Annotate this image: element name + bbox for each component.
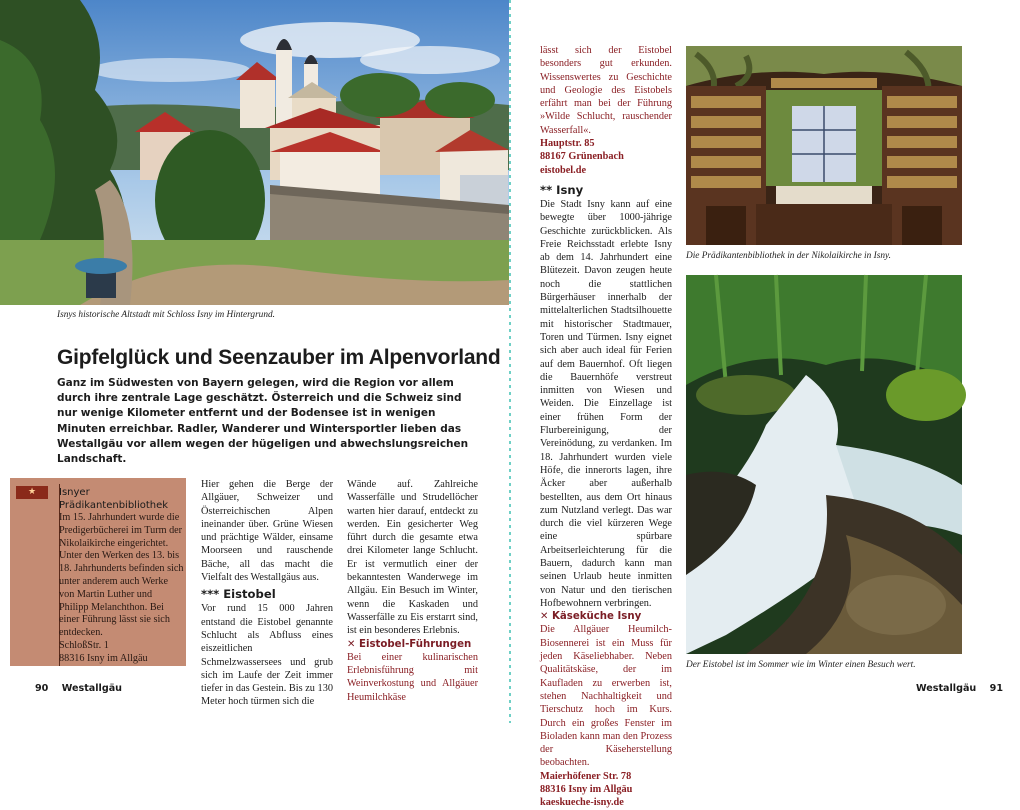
photo-caption-old-town: Isnys historische Altstadt mit Schloss Isny im Hintergrund. xyxy=(57,310,275,320)
folio-left xyxy=(35,683,122,694)
page-number-right: 91 xyxy=(989,683,1003,694)
eistobel-waterfall-photo xyxy=(686,275,962,654)
tip-kaeskueche-body: Die Allgäuer Heumilch-Biosennerei ist ein Muss für jeden Käseliebhaber. Neben Qualitätskäse, der im Kaufladen zu erwerben ist, stehen Nachhaltigkeit und Tierschutz hoch im Kurs. Durch ein großes Fenster im Bioladen kann man den Prozess der Käseherstellung beobachten. xyxy=(540,624,672,769)
tip-eistobel-title: Eistobel-Führungen xyxy=(359,638,472,650)
tip-kaeskueche-city: 88316 Isny im Allgäu xyxy=(540,784,633,796)
info-box-address-street: SchloßStr. 1 xyxy=(59,639,109,651)
photo-caption-library: Die Prädikantenbibliothek in der Nikolaikirche in Isny. xyxy=(686,251,891,261)
tip-eistobel-city: 88167 Grünenbach xyxy=(540,151,624,163)
info-box-body: Im 15. Jahrhundert wurde die Predigerbücherei im Turm der Nikolaikirche eingerichtet. Unter den Werken des 13. bis 18. Jahrhunderts befinden sich unter anderem auch Werke von Martin Luther und Philipp Melanchthon. Bei einer Führung lässt sie sich entdecken. xyxy=(59,512,184,639)
tip-kaeskueche-title: Käseküche Isny xyxy=(552,611,642,623)
info-box-title: Isnyer Prädikantenbibliothek xyxy=(59,487,169,511)
subhead-isny: ** Isny xyxy=(540,182,584,197)
folio-right xyxy=(916,683,1003,694)
cutlery-icon: ✕ xyxy=(347,638,356,650)
tip-kaeskueche-street: Maierhöfener Str. 78 xyxy=(540,770,632,782)
library-photo xyxy=(686,46,962,245)
tip-eistobel-tours xyxy=(347,638,478,651)
section-name-right: Westallgäu xyxy=(916,683,977,694)
lead-paragraph: Ganz im Südwesten von Bayern gelegen, wird die Region vor allem durch ihre zentrale Lage geschätzt. Österreich und die Schweiz sind nur wenige Kilometer entfernt und der Bodensee ist in wenigen Minuten erreichbar. Radler, Wanderer und Wintersportler lieben das Westallgäu vor allem wegen der hügeligen und abwechslungsreichen Landschaft. xyxy=(57,377,469,466)
page-number-left: 90 xyxy=(35,683,49,694)
tip-kaeskueche xyxy=(540,610,672,623)
page-headline: Gipfelglück und Seenzauber im Alpenvorland xyxy=(57,346,501,369)
tip-eistobel-body: Bei einer kulinarischen Erlebnisführung mit Weinverkostung und Allgäuer Heumilchkäse xyxy=(347,651,478,703)
eistobel-paragraph: Vor rund 15 000 Jahren entstand die Eistobel genannte Schlucht als Abfluss eines eiszeitlichen Schmelzwassersees und grub sich im Laufe der Zeit immer tiefer in das Gestein. Bis zu 130 Meter hoch türmen sich die xyxy=(201,603,333,708)
tip-eistobel-web: eistobel.de xyxy=(540,164,587,176)
isny-paragraph: Die Stadt Isny kann auf eine bewegte über 1000-jährige Geschichte zurückblicken. Als Freie Reichsstadt erlebte Isny ab dem 14. Jahrhundert eine Blütezeit. Davon zeugen heute noch die stattlichen Bürgerhäuser innerhalb der mittelalterlichen Stadtsilhouette mit historischer Stadtmauer, Toren und Türmen. Isny eignet sich aber auch ideal für Ferien auf dem Bauernhof. Oft liegen die Bauernhöfe verstreut inmitten von Wiesen und Weiden. Die Einzellage ist einer frühen Form der Flurbereinigung, der Vereinödung, zu verdanken. Im 18. Jahrhundert wurden viele Höfe, die innerorts lagen, ihre Äcker aber außerhalb bestellten, aus dem Ort hinaus zum Nutzland verlegt. Das war durch die viel kürzeren Wege eine spürbare Arbeitserleichterung für die Bauern, dadurch kann man seinen Urlaub heute inmitten von Natur und den tierischen Hofbewohnern verbringen. xyxy=(540,198,672,609)
photo-caption-waterfall: Der Eistobel ist im Sommer wie im Winter einen Besuch wert. xyxy=(686,660,916,670)
isny-old-town-photo xyxy=(0,0,509,305)
cutlery-icon: ✕ xyxy=(540,611,549,623)
info-box-library xyxy=(10,478,186,666)
eistobel-paragraph-cont: Wände auf. Zahlreiche Wasserfälle und Strudellöcher warten hier darauf, entdeckt zu werden. Ein gesicherter Weg führt durch die gesamte etwa drei Kilometer lange Schlucht. Er ist vermutlich einer der bekanntesten Wanderwege im Allgäu. Ein Besuch im Winter, wenn die Kaskaden und Wasserfälle zu Eis erstarrt sind, ist ein besonderes Erlebnis. xyxy=(347,479,478,637)
text-column-1 xyxy=(201,478,333,709)
section-name-left: Westallgäu xyxy=(61,683,122,694)
info-box-content xyxy=(59,486,184,666)
tip-eistobel-street: Hauptstr. 85 xyxy=(540,138,595,150)
text-column-2 xyxy=(347,478,478,704)
tip-kaeskueche-web: kaeskueche-isny.de xyxy=(540,797,624,809)
text-column-3 xyxy=(540,44,672,810)
intro-paragraph: Hier gehen die Berge der Allgäuer, Schweizer und Österreichischen Alpen ineinander über. Grüne Wiesen und prächtige Wälder, einsame Moorseen und rauschende Bäche, all das macht die Vielfalt des Westallgäus aus. xyxy=(201,479,333,584)
right-page xyxy=(511,0,1020,809)
tip-eistobel-body-cont: lässt sich der Eistobel besonders gut erkunden. Wissenswertes zu Geschichte und Geologie des Eistobels erfährt man bei der Führung »Wilde Schlucht, rauschender Wasserfall«. xyxy=(540,45,672,136)
left-page xyxy=(0,0,509,723)
info-box-address-city: 88316 Isny im Allgäu xyxy=(59,652,148,664)
star-icon: ★ xyxy=(16,486,48,499)
subhead-eistobel: *** Eistobel xyxy=(201,587,276,602)
